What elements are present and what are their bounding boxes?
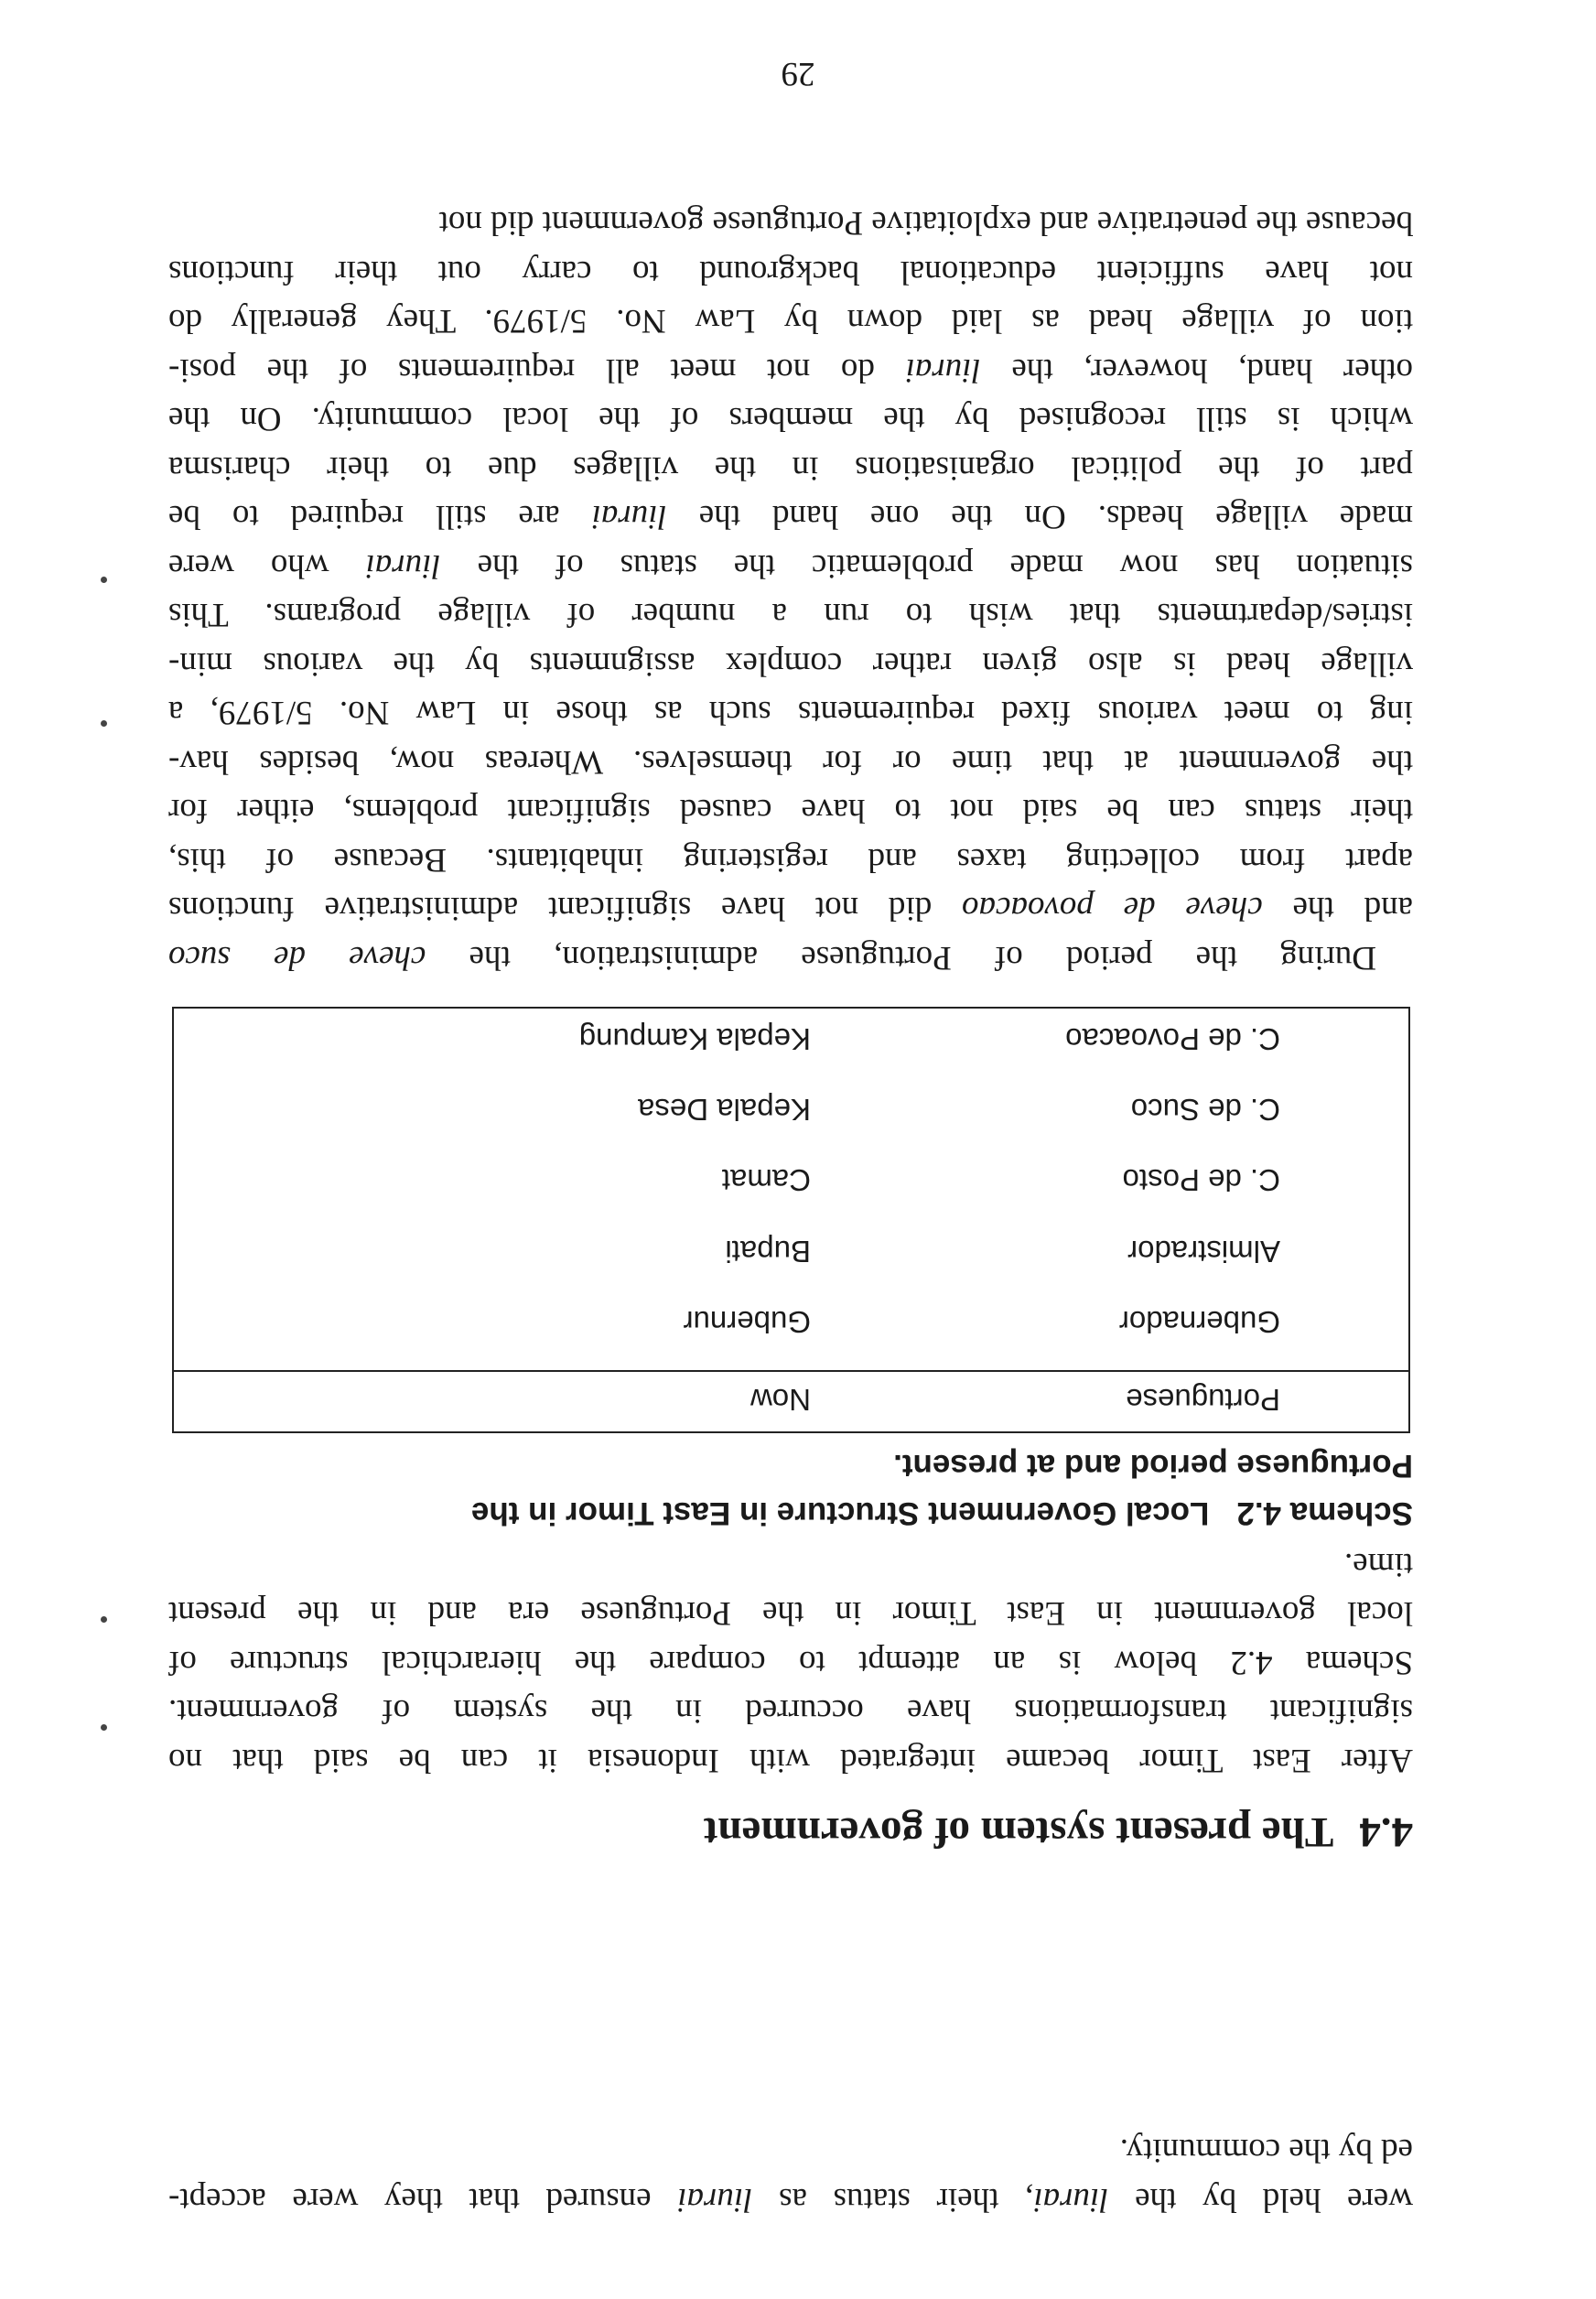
table-cell: Kepala Desa (638, 1093, 811, 1127)
table-cell: Gubernador (1118, 1305, 1280, 1339)
scan-mark (101, 577, 107, 583)
text-line: their status can be said not to have caused significant problems, either for (168, 792, 1413, 830)
table-cell: Gubernur (683, 1305, 811, 1339)
text-line: and the cheve de povoacao did not have significant administrative functions (168, 890, 1413, 928)
header-portuguese: Portuguese (1126, 1383, 1280, 1417)
table-cell: C. de Posto (1122, 1163, 1280, 1197)
text-line: situation has now made problematic the status of the liurai who were (168, 547, 1413, 585)
text-line: the government at that time or for themselves. Whereas now, besides hav- (168, 743, 1413, 781)
text-line: because the penetrative and exploitative Portuguese government did not (438, 204, 1413, 243)
text-line: ed by the community. (1119, 2132, 1413, 2170)
text-line: were held by the liurai, their status as liurai ensured that they were accept- (167, 2181, 1413, 2218)
paragraph-2 (168, 199, 1413, 982)
section-number: 4.4 (1359, 1808, 1413, 1856)
text-line: village head is also given rather complex assignments by the various min- (168, 645, 1413, 683)
table-header-row (174, 1370, 1408, 1431)
intro-paragraph (168, 2126, 1413, 2224)
page-number: 29 (781, 55, 815, 92)
scan-mark (101, 1616, 107, 1623)
text-line: other hand, however, the liurai do not meet all requirements of the posi- (168, 351, 1413, 389)
table-cell: Camat (721, 1163, 811, 1197)
table-cell: C. de Suco (1130, 1093, 1280, 1127)
paragraph-1 (168, 1540, 1413, 1786)
table-cell: C. de Povoacao (1065, 1022, 1280, 1056)
text-line: which is still recognised by the members of the local community. On the (168, 400, 1413, 438)
text-line: made village heads. On the one hand the liurai are still required to be (168, 498, 1413, 536)
text-line: Schema 4.2 below is an attempt to compare the hierarchical structure of (168, 1644, 1413, 1681)
text-line-content: During the period of Portuguese administration, the cheve de suco (168, 939, 1376, 977)
table-cell: Bupati (725, 1235, 811, 1268)
text-line: local government in East Timor in the Portuguese era and in the present (168, 1594, 1413, 1633)
scan-mark (101, 720, 107, 727)
text-line: significant transformations have occurred in the system of government. (168, 1692, 1413, 1731)
section-title: The present system of government (703, 1808, 1334, 1856)
table-cell: Kepala Kampung (578, 1022, 811, 1056)
text-line: part of the political organisations in the villages due to their charisma (168, 449, 1413, 487)
text-line: time. (1343, 1546, 1413, 1583)
text-line: After East Timor became integrated with Indonesia it can be said that no (168, 1742, 1413, 1779)
schema-title-line-1: Local Government Structure in East Timor in the (470, 1495, 1210, 1531)
text-line: apart from collecting taxes and registering inhabitants. Because of this, (168, 841, 1413, 879)
text-line: tion of village head as laid down by Law No. 5/1979. They generally do (168, 302, 1413, 340)
section-heading (704, 1808, 1413, 1857)
text-line: istries/departments that wish to run a number of village programs. This (168, 596, 1413, 634)
text-line: ing to meet various fixed requirements such as those in Law No. 5/1979, a (168, 694, 1413, 732)
table-cell: Almistrador (1127, 1235, 1280, 1268)
header-now: Now (749, 1383, 811, 1417)
text-line (168, 934, 1413, 983)
schema-table (172, 1007, 1410, 1433)
schema-label: Schema 4.2 (1236, 1495, 1413, 1531)
text-line: not have sufficient educational background to carry out their functions (168, 254, 1413, 291)
schema-title-line-2: Portuguese period and at present. (893, 1448, 1413, 1484)
scan-mark (101, 1724, 107, 1731)
schema-caption (168, 1441, 1413, 1537)
